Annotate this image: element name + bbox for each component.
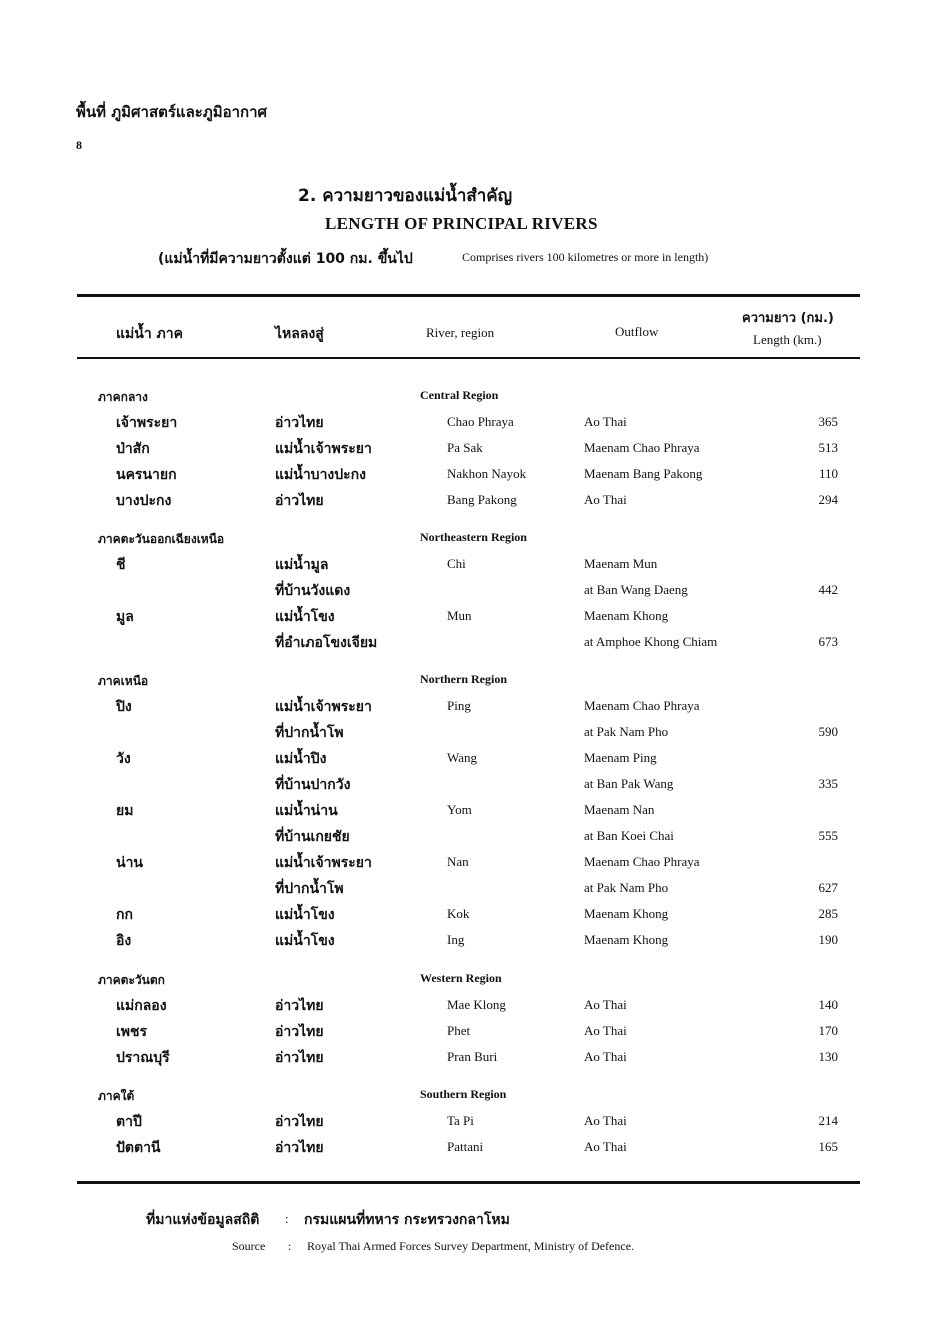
table-row	[0, 1023, 941, 1047]
outflow-english: at Ban Pak Wang	[584, 776, 674, 791]
outflow-thai: อ่าวไทย	[275, 1050, 324, 1066]
river-name-thai: มูล	[116, 609, 134, 625]
outflow-english: Maenam Chao Phraya	[584, 854, 700, 869]
region-header-row	[0, 1087, 941, 1111]
table-bottom-rule	[77, 1181, 860, 1184]
outflow-english: Maenam Chao Phraya	[584, 440, 700, 455]
column-header-length-thai: ความยาว (กม.)	[742, 311, 834, 326]
outflow-thai: อ่าวไทย	[275, 998, 324, 1014]
river-name-english: Mae Klong	[447, 997, 506, 1012]
table-row	[0, 932, 941, 956]
length-km: 165	[818, 1139, 838, 1154]
outflow-english: Maenam Nan	[584, 802, 655, 817]
river-name-thai: บางปะกง	[116, 493, 172, 509]
length-km: 590	[818, 724, 838, 739]
outflow-english: at Amphoe Khong Chiam	[584, 634, 718, 649]
outflow-thai: ที่อำเภอโขงเจียม	[275, 635, 378, 651]
running-head: พื้นที่ ภูมิศาสตร์และภูมิอากาศ	[76, 103, 268, 121]
column-header-river-english: River, region	[426, 325, 495, 340]
outflow-thai: แม่น้ำบางปะกง	[275, 467, 366, 483]
river-name-thai: กก	[116, 907, 133, 923]
table-row	[0, 1139, 941, 1163]
outflow-thai: แม่น้ำโขง	[275, 933, 335, 949]
river-name-thai: ยม	[116, 803, 134, 819]
river-name-english: Pattani	[447, 1139, 484, 1154]
region-header-row	[0, 388, 941, 412]
outflow-english: Maenam Khong	[584, 608, 669, 623]
outflow-thai: แม่น้ำโขง	[275, 609, 335, 625]
outflow-thai: แม่น้ำน่าน	[275, 803, 338, 819]
column-header-river-thai: แม่น้ำ ภาค	[116, 326, 184, 342]
river-name-thai: เจ้าพระยา	[116, 415, 178, 431]
source-value-english: Royal Thai Armed Forces Survey Department, Ministry of Defence.	[307, 1239, 635, 1253]
outflow-thai: แม่น้ำเจ้าพระยา	[275, 855, 372, 871]
source-label-thai: ที่มาแห่งข้อมูลสถิติ	[146, 1212, 260, 1228]
region-name-thai: ภาคกลาง	[98, 390, 148, 404]
length-km: 673	[818, 634, 838, 649]
region-name-thai: ภาคตะวันตก	[98, 973, 165, 987]
river-name-thai: แม่กลอง	[116, 998, 167, 1014]
column-header-outflow-english: Outflow	[615, 324, 659, 339]
table-row	[0, 1049, 941, 1073]
river-name-english: Mun	[447, 608, 472, 623]
river-name-thai: นครนายก	[116, 467, 177, 483]
outflow-thai: อ่าวไทย	[275, 1114, 324, 1130]
river-name-thai: เพชร	[116, 1024, 148, 1040]
table-row	[0, 724, 941, 748]
river-name-thai: น่าน	[116, 855, 144, 871]
outflow-thai: ที่บ้านปากวัง	[275, 777, 351, 793]
table-row	[0, 698, 941, 722]
outflow-english: Maenam Khong	[584, 932, 669, 947]
river-name-thai: ปิง	[116, 699, 132, 715]
outflow-thai: แม่น้ำปิง	[275, 751, 327, 767]
outflow-english: Ao Thai	[584, 414, 627, 429]
outflow-english: at Ban Koei Chai	[584, 828, 674, 843]
column-header-outflow-thai: ไหลลงสู่	[275, 326, 324, 342]
length-km: 442	[818, 582, 838, 597]
outflow-english: Ao Thai	[584, 492, 627, 507]
source-value-thai: กรมแผนที่ทหาร กระทรวงกลาโหม	[304, 1212, 510, 1228]
region-name-english: Southern Region	[420, 1087, 507, 1101]
river-name-english: Wang	[447, 750, 477, 765]
title-english: LENGTH OF PRINCIPAL RIVERS	[325, 214, 598, 233]
outflow-english: Ao Thai	[584, 1023, 627, 1038]
length-km: 170	[818, 1023, 838, 1038]
length-km: 513	[818, 440, 838, 455]
length-km: 285	[818, 906, 838, 921]
outflow-thai: อ่าวไทย	[275, 1140, 324, 1156]
outflow-thai: แม่น้ำโขง	[275, 907, 335, 923]
region-header-row	[0, 672, 941, 696]
region-header-row	[0, 971, 941, 995]
source-separator-thai: :	[285, 1211, 289, 1226]
outflow-thai: แม่น้ำเจ้าพระยา	[275, 441, 372, 457]
length-km: 335	[818, 776, 838, 791]
outflow-english: Ao Thai	[584, 1049, 627, 1064]
table-row	[0, 634, 941, 658]
length-km: 294	[818, 492, 838, 507]
outflow-thai: ที่ปากน้ำโพ	[275, 881, 344, 897]
title-thai: 2. ความยาวของแม่น้ำสำคัญ	[298, 186, 513, 206]
length-km: 110	[818, 466, 838, 481]
table-row	[0, 414, 941, 438]
region-name-english: Northern Region	[420, 672, 507, 686]
river-name-english: Ing	[447, 932, 465, 947]
outflow-english: Maenam Bang Pakong	[584, 466, 703, 481]
outflow-thai: ที่บ้านเกยชัย	[275, 829, 350, 845]
river-name-english: Pran Buri	[447, 1049, 498, 1064]
river-name-english: Yom	[447, 802, 472, 817]
page-number: 8	[76, 138, 82, 152]
river-name-thai: ปัตตานี	[116, 1140, 161, 1156]
table-row	[0, 776, 941, 800]
region-name-thai: ภาคเหนือ	[98, 674, 149, 688]
region-header-row	[0, 530, 941, 554]
subtitle-thai: (แม่น้ำที่มีความยาวตั้งแต่ 100 กม. ขึ้นไป	[158, 251, 413, 267]
table-row	[0, 556, 941, 580]
table-row	[0, 582, 941, 606]
outflow-thai: ที่บ้านวังแดง	[275, 583, 351, 599]
outflow-english: Ao Thai	[584, 1139, 627, 1154]
table-row	[0, 906, 941, 930]
region-name-english: Western Region	[420, 971, 502, 985]
outflow-english: at Pak Nam Pho	[584, 880, 669, 895]
river-name-thai: ปราณบุรี	[116, 1050, 170, 1066]
source-label-english: Source	[232, 1239, 266, 1253]
outflow-english: Maenam Khong	[584, 906, 669, 921]
column-header-length-english: Length (km.)	[753, 332, 822, 347]
river-name-thai: ชี	[116, 557, 126, 573]
table-row	[0, 854, 941, 878]
river-name-english: Pa Sak	[447, 440, 483, 455]
river-name-english: Phet	[447, 1023, 471, 1038]
outflow-english: Ao Thai	[584, 1113, 627, 1128]
outflow-thai: ที่ปากน้ำโพ	[275, 725, 344, 741]
subtitle-english: Comprises rivers 100 kilometres or more in length)	[462, 250, 709, 264]
table-row	[0, 750, 941, 774]
river-name-thai: ป่าสัก	[116, 441, 150, 457]
length-km: 190	[818, 932, 838, 947]
river-name-english: Kok	[447, 906, 470, 921]
river-name-english: Chi	[447, 556, 466, 571]
outflow-thai: อ่าวไทย	[275, 1024, 324, 1040]
length-km: 214	[818, 1113, 838, 1128]
river-name-english: Bang Pakong	[447, 492, 517, 507]
source-separator-english: :	[288, 1239, 292, 1253]
region-name-english: Northeastern Region	[420, 530, 527, 544]
length-km: 555	[818, 828, 838, 843]
length-km: 365	[818, 414, 838, 429]
table-row	[0, 1113, 941, 1137]
river-name-english: Ping	[447, 698, 471, 713]
outflow-thai: แม่น้ำเจ้าพระยา	[275, 699, 372, 715]
outflow-english: Maenam Mun	[584, 556, 658, 571]
region-name-thai: ภาคตะวันออกเฉียงเหนือ	[98, 532, 225, 546]
length-km: 130	[818, 1049, 838, 1064]
river-name-english: Chao Phraya	[447, 414, 514, 429]
river-name-thai: ตาปี	[116, 1114, 142, 1130]
river-name-thai: วัง	[116, 751, 131, 767]
table-row	[0, 880, 941, 904]
river-name-english: Nakhon Nayok	[447, 466, 527, 481]
river-name-thai: อิง	[116, 933, 132, 949]
table-row	[0, 440, 941, 464]
table-row	[0, 802, 941, 826]
region-name-english: Central Region	[420, 388, 499, 402]
outflow-thai: อ่าวไทย	[275, 493, 324, 509]
outflow-english: Maenam Chao Phraya	[584, 698, 700, 713]
region-name-thai: ภาคใต้	[98, 1089, 135, 1103]
outflow-english: Ao Thai	[584, 997, 627, 1012]
table-row	[0, 466, 941, 490]
outflow-english: at Pak Nam Pho	[584, 724, 669, 739]
outflow-english: at Ban Wang Daeng	[584, 582, 688, 597]
outflow-english: Maenam Ping	[584, 750, 657, 765]
table-row	[0, 492, 941, 516]
table-row	[0, 608, 941, 632]
outflow-thai: อ่าวไทย	[275, 415, 324, 431]
river-name-english: Nan	[447, 854, 469, 869]
table-row	[0, 828, 941, 852]
length-km: 140	[818, 997, 838, 1012]
length-km: 627	[818, 880, 838, 895]
outflow-thai: แม่น้ำมูล	[275, 557, 329, 573]
table-row	[0, 997, 941, 1021]
river-name-english: Ta Pi	[447, 1113, 474, 1128]
